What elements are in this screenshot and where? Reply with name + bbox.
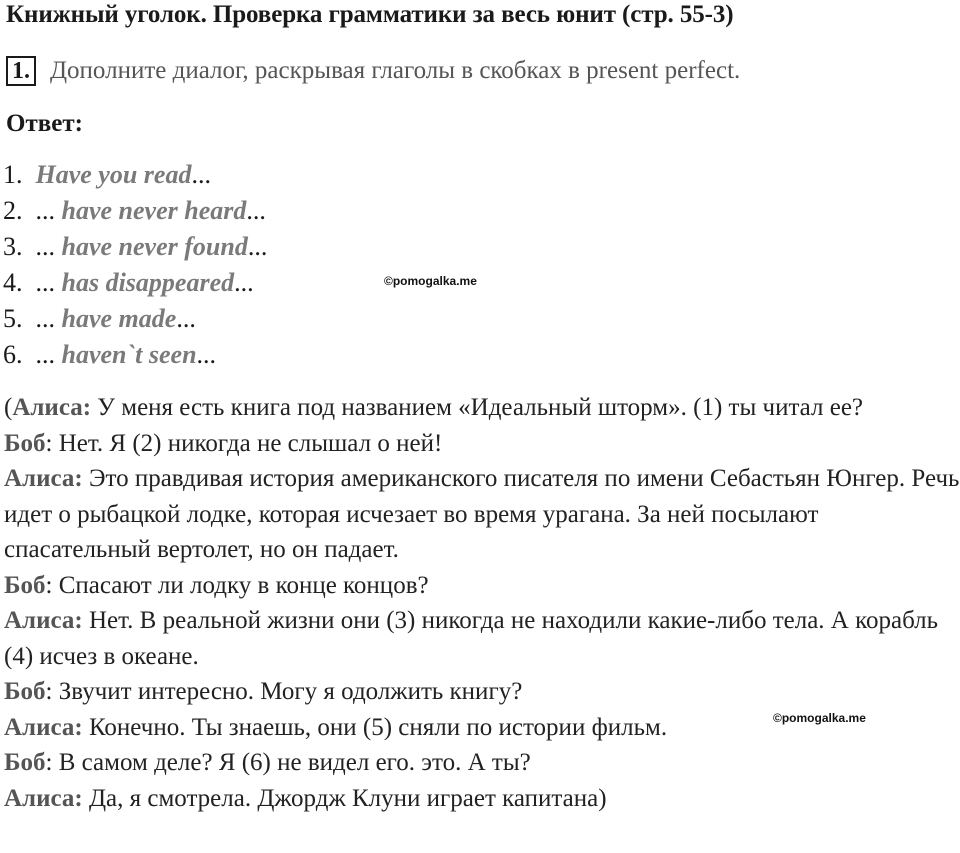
dialog-speaker: Боб (4, 571, 46, 599)
task-instruction: Дополните диалог, раскрывая глаголы в скобках в present perfect. (50, 57, 741, 84)
dialog-speaker: Алиса: (4, 713, 83, 741)
dialog-utterance: У меня есть книга под названием «Идеальный шторм». (1) ты читал ее? (91, 394, 864, 421)
dialog-speaker: Алиса: (4, 607, 83, 634)
answer-suffix: ... (196, 340, 217, 369)
answer-number: 4. (3, 268, 23, 297)
answer-item (3, 229, 267, 265)
answer-prefix: ... (35, 340, 62, 369)
dialog-speaker: Алиса: (4, 465, 83, 492)
dialog-utterance: Конечно. Ты знаешь, они (5) сняли по истории фильм. (82, 713, 668, 741)
dialog-line (4, 745, 960, 781)
task-row (6, 56, 740, 86)
answer-verb: has disappeared (61, 268, 235, 297)
dialog-line (4, 674, 960, 710)
watermark: ©pomogalka.me (773, 711, 866, 725)
task-number: 1. (6, 56, 36, 86)
answer-number: 6. (3, 340, 23, 369)
answer-item (3, 265, 267, 301)
answer-item (3, 337, 267, 373)
dialog-speaker: Алиса: (4, 784, 83, 812)
dialog-open-paren: ( (4, 394, 13, 421)
dialog-utterance: Да, я смотрела. Джордж Клуни играет капитана) (82, 784, 607, 812)
answer-suffix: ... (191, 160, 211, 189)
dialog-utterance: Это правдивая история американского писателя по имени Себастьян Юнгер. Речь идет о рыбацкой лодке, которая исчезает во время урагана. За ней посылают спасательный вертолет, но он падает. (4, 465, 960, 563)
watermark: ©pomogalka.me (384, 274, 477, 288)
answer-list (3, 157, 267, 373)
page-title: Книжный уголок. Проверка грамматики за весь юнит (стр. 55-3) (6, 1, 734, 28)
answer-verb: have made (61, 304, 177, 333)
answer-suffix: ... (234, 268, 254, 297)
dialog-line (4, 603, 960, 674)
answer-prefix: ... (35, 304, 62, 333)
answer-label: Ответ: (6, 110, 83, 137)
dialog-utterance: : Спасают ли лодку в конце концов? (45, 571, 429, 599)
dialog-line (4, 426, 960, 462)
answer-verb: Have you read (35, 160, 192, 189)
dialog-speaker: Боб (4, 749, 46, 776)
answer-prefix: ... (35, 268, 62, 297)
answer-suffix: ... (176, 304, 196, 333)
answer-number: 5. (3, 304, 23, 333)
dialog-speaker: Боб (4, 678, 46, 705)
dialog-line (4, 781, 960, 817)
dialog-line (4, 390, 960, 426)
answer-item (3, 301, 267, 337)
answer-item (3, 157, 267, 193)
answer-verb: haven`t seen (61, 340, 197, 369)
answer-number: 1. (3, 160, 23, 189)
dialog-utterance: : Нет. Я (2) никогда не слышал о ней! (45, 429, 443, 457)
answer-verb: have never found (61, 232, 248, 261)
answer-verb: have never heard (61, 196, 247, 225)
dialog-utterance: Нет. В реальной жизни они (3) никогда не находили какие-либо тела. А корабль (4) исчез в океане. (4, 607, 939, 670)
dialog-line (4, 568, 960, 604)
answer-number: 2. (3, 196, 23, 225)
answer-suffix: ... (246, 196, 266, 225)
answer-prefix: ... (35, 196, 62, 225)
dialog-speaker: Боб (4, 429, 46, 457)
dialog-line (4, 461, 960, 568)
answer-prefix: ... (35, 232, 62, 261)
dialog-text (4, 390, 960, 816)
answer-suffix: ... (247, 232, 268, 261)
dialog-speaker: Алиса: (12, 394, 92, 421)
dialog-utterance: : Звучит интересно. Могу я одолжить книгу? (45, 678, 523, 705)
answer-number: 3. (3, 232, 23, 261)
answer-item (3, 193, 267, 229)
dialog-utterance: : В самом деле? Я (6) не видел его. это. А ты? (45, 749, 531, 776)
